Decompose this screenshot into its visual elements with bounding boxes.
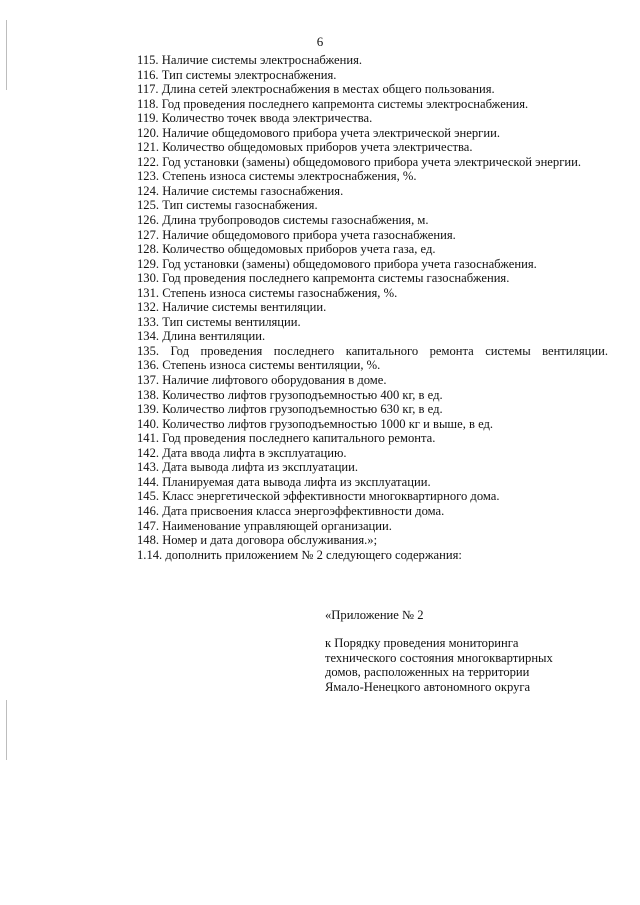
list-item: 140. Количество лифтов грузоподъемностью 1000 кг и выше, в ед. [137, 416, 494, 431]
list-item: 145. Класс энергетической эффективности многоквартирного дома. [137, 489, 500, 504]
list-item: 115. Наличие системы электроснабжения. [137, 53, 363, 67]
list-item: 1.14. дополнить приложением № 2 следующего содержания: [137, 547, 462, 562]
list-item: 136. Степень износа системы вентиляции, %. [137, 358, 381, 373]
list-item: 143. Дата вывода лифта из эксплуатации. [137, 460, 359, 475]
appendix-caption [325, 636, 605, 694]
list-item: 135. Год проведения последнего капитального ремонта системы вентиляции. [137, 343, 608, 358]
list-item: 120. Наличие общедомового прибора учета электрической энергии. [137, 125, 500, 140]
list-item: 129. Год установки (замены) общедомового прибора учета газоснабжения. [137, 256, 537, 271]
list-item: 147. Наименование управляющей организации. [137, 518, 392, 533]
appendix-heading [325, 608, 605, 623]
list-item: 122. Год установки (замены) общедомового прибора учета электрической энергии. [137, 154, 581, 169]
scan-edge-mark [6, 20, 7, 90]
list-item: 121. Количество общедомовых приборов учета электричества. [137, 140, 473, 155]
list-item: 139. Количество лифтов грузоподъемностью 630 кг, в ед. [137, 402, 443, 417]
list-item: 133. Тип системы вентиляции. [137, 314, 301, 329]
document-body [102, 53, 608, 562]
list-item: 116. Тип системы электроснабжения. [137, 67, 337, 82]
list-item: 123. Степень износа системы электроснабжения, %. [137, 169, 417, 184]
list-item: 119. Количество точек ввода электричества. [137, 111, 373, 126]
list-item: 125. Тип системы газоснабжения. [137, 198, 318, 213]
list-item: 144. Планируемая дата вывода лифта из эксплуатации. [137, 474, 431, 489]
appendix-line: Ямало-Ненецкого автономного округа [325, 679, 531, 694]
list-item: 146. Дата присвоения класса энергоэффективности дома. [137, 503, 445, 518]
appendix-title: «Приложение № 2 [325, 608, 424, 622]
list-item: 131. Степень износа системы газоснабжения, %. [137, 285, 398, 300]
list-item: 138. Количество лифтов грузоподъемностью 400 кг, в ед. [137, 387, 443, 402]
list-item: 142. Дата ввода лифта в эксплуатацию. [137, 445, 347, 460]
list-item: 137. Наличие лифтового оборудования в доме. [137, 373, 387, 388]
list-item: 118. Год проведения последнего капремонта системы электроснабжения. [137, 96, 529, 111]
scan-edge-mark [6, 700, 7, 760]
list-item: 117. Длина сетей электроснабжения в местах общего пользования. [137, 82, 495, 97]
list-item: 126. Длина трубопроводов системы газоснабжения, м. [137, 213, 429, 228]
list-item: 128. Количество общедомовых приборов учета газа, ед. [137, 242, 436, 257]
list-item: 124. Наличие системы газоснабжения. [137, 183, 344, 198]
list-item: 141. Год проведения последнего капитального ремонта. [137, 431, 436, 446]
list-item: 127. Наличие общедомового прибора учета газоснабжения. [137, 227, 456, 242]
list-item: 130. Год проведения последнего капремонта системы газоснабжения. [137, 271, 510, 286]
list-item: 132. Наличие системы вентиляции. [137, 300, 327, 315]
list-item: 148. Номер и дата договора обслуживания.»; [137, 533, 378, 548]
list-item: 134. Длина вентиляции. [137, 329, 266, 344]
page-number: 6 [316, 34, 324, 49]
appendix-line: домов, расположенных на территории [325, 665, 530, 680]
appendix-line: технического состояния многоквартирных [325, 650, 553, 665]
appendix-line: к Порядку проведения мониторинга [325, 636, 519, 650]
